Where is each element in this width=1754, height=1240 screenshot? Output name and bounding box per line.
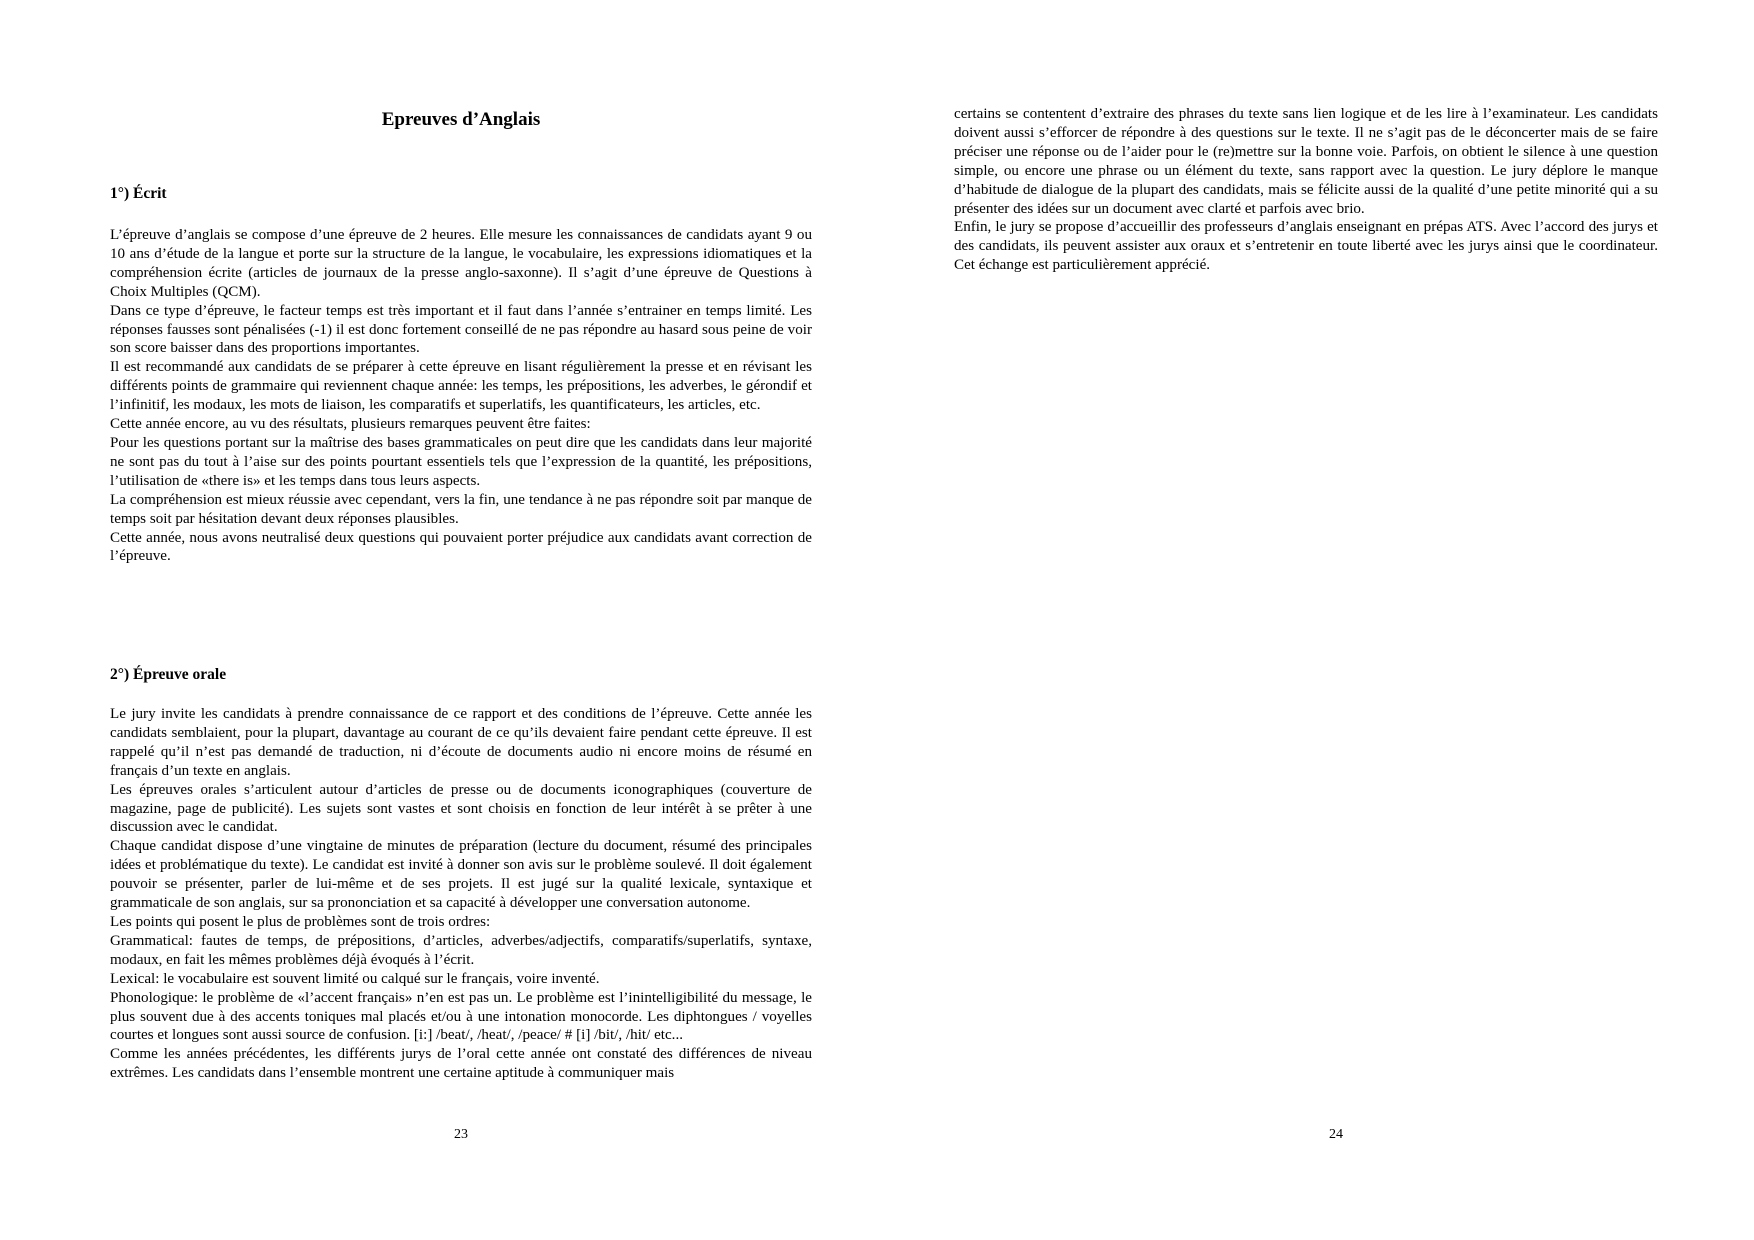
paragraph: Pour les questions portant sur la maîtrise des bases grammaticales on peut dire que les candidats dans leur majorité ne sont pas du tout à l’aise sur des points pourtant essentiels tels que l’expression de la quantité, les prépositions, l’utilisation de «there is» et les temps dans tous leurs aspects. xyxy=(110,434,812,489)
paragraph: Les points qui posent le plus de problèmes sont de trois ordres: xyxy=(110,913,491,930)
page-number: 23 xyxy=(454,1127,468,1142)
paragraph: Les épreuves orales s’articulent autour d’articles de presse ou de documents iconographiques (couverture de magazine, page de publicité). Les sujets sont vastes et sont choisis en fonction de leur intérêt à se prêter à une discussion avec le candidat. xyxy=(110,781,812,836)
paragraph: certains se contentent d’extraire des phrases du texte sans lien logique et de les lire à l’examinateur. Les candidats doivent aussi s’efforcer de répondre à des questions sur le texte. Il ne s’agit pas de le déconcerter mais de se faire préciser une réponse ou de l’aider pour le (re)mettre sur la bonne voie. Parfois, on obtient le silence à une question simple, ou encore une phrase ou un élément du texte, sans rapport avec la question. Le jury déplore le manque d’habitude de dialogue de la plupart des candidats, mais se félicite aussi de la qualité d’une petite minorité qui a su présenter des idées sur un document avec clarté et parfois avec brio. xyxy=(954,106,1658,217)
page-title: Epreuves d’Anglais xyxy=(381,109,541,130)
paragraph: Enfin, le jury se propose d’accueillir des professeurs d’anglais enseignant en prépas ATS. Avec l’accord des jurys et des candidats, ils peuvent assister aux oraux et s’entretenir en toute liberté avec les jurys ainsi que le coordinateur. Cet échange est particulièrement apprécié. xyxy=(954,219,1658,274)
paragraph: Dans ce type d’épreuve, le facteur temps est très important et il faut dans l’année s’entrainer en temps limité. Les réponses fausses sont pénalisées (-1) il est donc fortement conseillé de ne pas répondre au hasard sous peine de voir son score baisser dans des proportions importantes. xyxy=(110,302,812,357)
paragraph: Comme les années précédentes, les différents jurys de l’oral cette année ont constaté des différences de niveau extrêmes. Les candidats dans l’ensemble montrent une certaine aptitude à communiquer mais xyxy=(110,1046,812,1082)
paragraph: Le jury invite les candidats à prendre connaissance de ce rapport et des conditions de l’épreuve. Cette année les candidats semblaient, pour la plupart, davantage au courant de ce qu’ils devaient faire pendant cette épreuve. Il est rappelé qu’il n’est pas demandé de traduction, ni d’écoute de documents audio ni encore moins de résumé en français d’un texte en anglais. xyxy=(110,706,812,779)
paragraph: Cette année, nous avons neutralisé deux questions qui pouvaient porter préjudice aux candidats avant correction de l’épreuve. xyxy=(110,529,812,565)
section-body-oral xyxy=(110,705,812,1083)
paragraph: Cette année encore, au vu des résultats, plusieurs remarques peuvent être faites: xyxy=(110,416,591,433)
paragraph: Phonologique: le problème de «l’accent français» n’en est pas un. Le problème est l’inintelligibilité du message, le plus souvent due à des accents toniques mal placés et/ou à une intonation monocorde. Les diphtongues / voyelles courtes et longues sont aussi source de confusion. [i:] /beat/, /heat/, /peace/ # [i] /bit/, /hit/ etc... xyxy=(110,989,812,1044)
paragraph: La compréhension est mieux réussie avec cependant, vers la fin, une tendance à ne pas répondre soit par manque de temps soit par hésitation devant deux réponses plausibles. xyxy=(110,491,812,527)
paragraph: Chaque candidat dispose d’une vingtaine de minutes de préparation (lecture du document, résumé des principales idées et problématique du texte). Le candidat est invité à donner son avis sur le problème soulevé. Il doit également pouvoir se présenter, parler de lui-même et de ses projets. Il est jugé sur la qualité lexicale, syntaxique et grammaticale de son anglais, sur sa prononciation et sa capacité à développer une conversation autonome. xyxy=(110,838,812,912)
section-heading-ecrit: 1°) Écrit xyxy=(110,185,167,202)
section-body-ecrit xyxy=(110,226,812,566)
paragraph: Grammatical: fautes de temps, de prépositions, d’articles, adverbes/adjectifs, comparatifs/superlatifs, syntaxe, modaux, en fait les mêmes problèmes déjà évoqués à l’écrit. xyxy=(110,932,812,968)
section-heading-oral: 2°) Épreuve orale xyxy=(110,666,227,683)
paragraph: L’épreuve d’anglais se compose d’une épreuve de 2 heures. Elle mesure les connaissances de candidats ayant 9 ou 10 ans d’étude de la langue et porte sur la structure de la langue, le vocabulaire, les expressions idiomatiques et la compréhension écrite (articles de journaux de la presse anglo-saxonne). Il s’agit d’une épreuve de Questions à Choix Multiples (QCM). xyxy=(110,227,812,300)
paragraph: Lexical: le vocabulaire est souvent limité ou calqué sur le français, voire inventé. xyxy=(110,970,600,987)
page-number: 24 xyxy=(1329,1127,1343,1142)
continued-text xyxy=(954,105,1658,275)
right-page xyxy=(877,0,1754,1240)
paragraph: Il est recommandé aux candidats de se préparer à cette épreuve en lisant régulièrement la presse et en révisant les différents points de grammaire qui reviennent chaque année: les temps, les prépositions, les adverbes, le gérondif et l’infinitif, les modaux, les mots de liaison, les comparatifs et superlatifs, les quantificateurs, les articles, etc. xyxy=(110,359,812,414)
